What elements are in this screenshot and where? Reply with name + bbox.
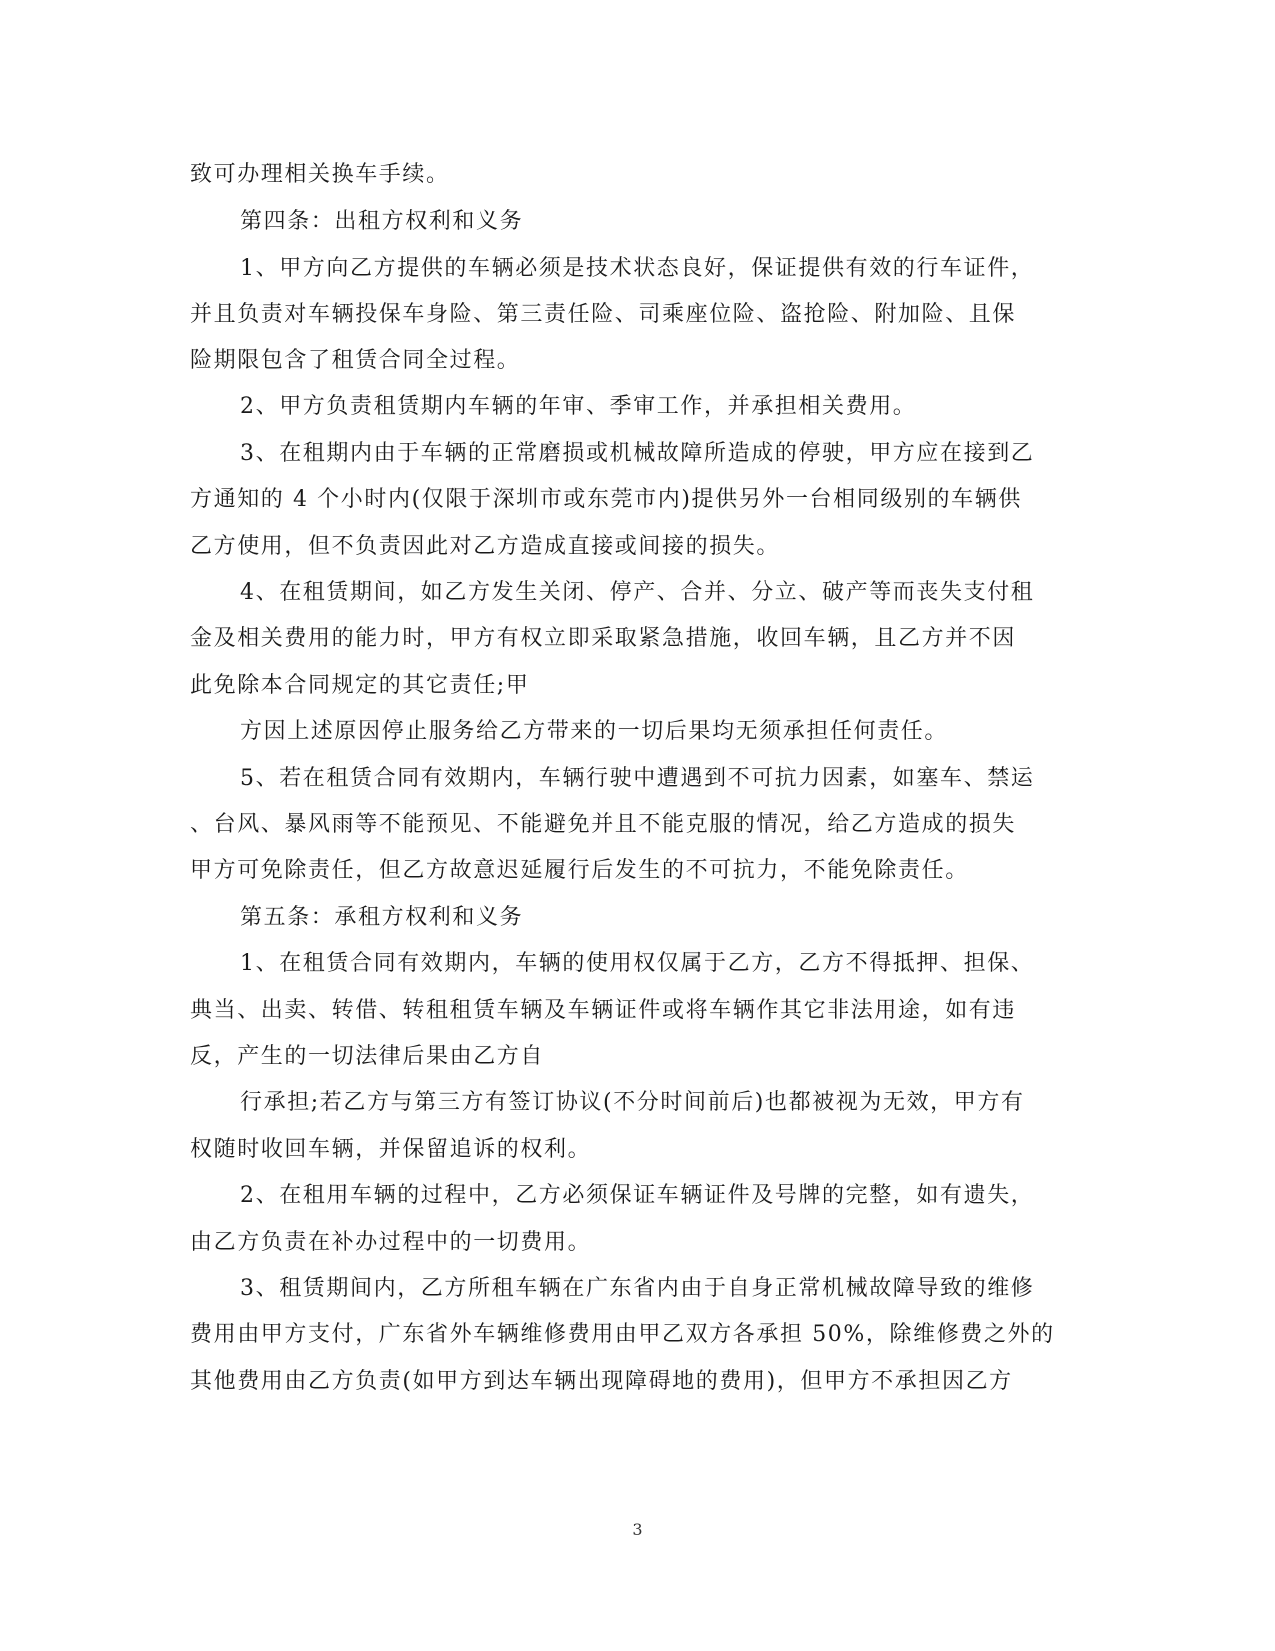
- text-line: 3、在租期内由于车辆的正常磨损或机械故障所造成的停驶，甲方应在接到乙: [240, 441, 1035, 466]
- text-line: 、台风、暴风雨等不能预见、不能避免并且不能克服的情况，给乙方造成的损失: [190, 812, 1017, 837]
- text-line: 4、在租赁期间，如乙方发生关闭、停产、合并、分立、破产等而丧失支付租: [240, 580, 1035, 605]
- page-number: 3: [632, 1520, 643, 1539]
- text-line: 由乙方负责在补办过程中的一切费用。: [190, 1230, 592, 1255]
- section-heading: 第四条：出租方权利和义务: [240, 209, 524, 234]
- text-line: 方因上述原因停止服务给乙方带来的一切后果均无须承担任何责任。: [240, 719, 949, 744]
- text-line: 典当、出卖、转借、转租租赁车辆及车辆证件或将车辆作其它非法用途，如有违: [190, 998, 1017, 1023]
- text-line: 3、租赁期间内，乙方所租车辆在广东省内由于自身正常机械故障导致的维修: [240, 1276, 1035, 1301]
- text-line: 乙方使用，但不负责因此对乙方造成直接或间接的损失。: [190, 534, 781, 559]
- text-line: 反，产生的一切法律后果由乙方自: [190, 1044, 545, 1069]
- text-line: 其他费用由乙方负责(如甲方到达车辆出现障碍地的费用)，但甲方不承担因乙方: [190, 1369, 1013, 1394]
- text-line: 权随时收回车辆，并保留追诉的权利。: [190, 1137, 592, 1162]
- text-line: 方通知的 4 个小时内(仅限于深圳市或东莞市内)提供另外一台相同级别的车辆供: [190, 487, 1022, 512]
- text-line: 甲方可免除责任，但乙方故意迟延履行后发生的不可抗力，不能免除责任。: [190, 858, 969, 883]
- section-heading: 第五条：承租方权利和义务: [240, 905, 524, 930]
- text-line: 5、若在租赁合同有效期内，车辆行驶中遭遇到不可抗力因素，如塞车、禁运: [240, 766, 1035, 791]
- text-line: 1、在租赁合同有效期内，车辆的使用权仅属于乙方，乙方不得抵押、担保、: [240, 951, 1035, 976]
- text-line: 1、甲方向乙方提供的车辆必须是技术状态良好，保证提供有效的行车证件，: [240, 256, 1035, 281]
- text-line: 行承担;若乙方与第三方有签订协议(不分时间前后)也都被视为无效，甲方有: [240, 1090, 1025, 1115]
- text-line: 致可办理相关换车手续。: [190, 162, 450, 187]
- text-line: 2、在租用车辆的过程中，乙方必须保证车辆证件及号牌的完整，如有遗失，: [240, 1183, 1035, 1208]
- text-line: 此免除本合同规定的其它责任;甲: [190, 673, 530, 698]
- text-line: 并且负责对车辆投保车身险、第三责任险、司乘座位险、盗抢险、附加险、且保: [190, 302, 1017, 327]
- text-line: 2、甲方负责租赁期内车辆的年审、季审工作，并承担相关费用。: [240, 394, 917, 419]
- text-line: 费用由甲方支付，广东省外车辆维修费用由甲乙双方各承担 50%，除维修费之外的: [190, 1322, 1055, 1347]
- text-line: 险期限包含了租赁合同全过程。: [190, 348, 521, 373]
- text-line: 金及相关费用的能力时，甲方有权立即采取紧急措施，收回车辆，且乙方并不因: [190, 626, 1017, 651]
